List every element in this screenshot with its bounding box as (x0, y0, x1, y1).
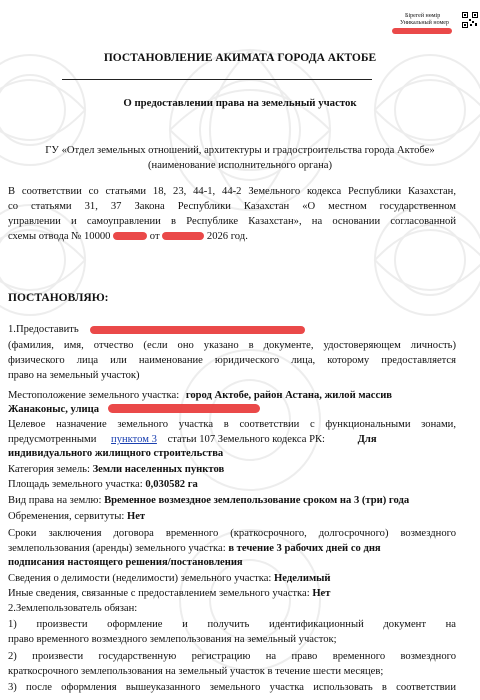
item1-provide-text: 1.Предоставить (8, 324, 79, 335)
document-title: ПОСТАНОВЛЕНИЕ АКИМАТА ГОРОДА АКТОБЕ (103, 52, 377, 64)
other-info-value: Нет (312, 588, 331, 599)
redacted-scheme-date (162, 232, 204, 240)
redacted-scheme-number (113, 232, 147, 240)
divisibility-label: Сведения о делимости (неделимости) земельного участка: (8, 573, 272, 584)
location-value: город Актобе, район Астана, жилой массив (185, 390, 393, 401)
location-street: Жанаконыс, улица (8, 404, 100, 415)
item1-note-line-1: (фамилия, имя, отчество (если оно указано в документе, удостоверяющем личность) (8, 340, 456, 351)
area-label: Площадь земельного участка: (8, 479, 143, 490)
redacted-unique-number (392, 28, 452, 34)
purpose-value-2: индивидуального жилищного строительства (8, 448, 224, 459)
scheme-number: схемы отвода № 10000 (8, 231, 111, 242)
unique-number-ru: Уникальный номер (400, 20, 449, 26)
preamble-line-3: управлении и самоуправлении в Республике Казахстан», на основании согласованной (8, 216, 456, 227)
organ-name: ГУ «Отдел земельных отношений, архитектуры и градостроительства города Актобе» (45, 145, 435, 156)
other-info-label: Иные сведения, связанные с предоставлением земельного участка: (8, 588, 310, 599)
area-value: 0,030582 га (145, 479, 198, 490)
redacted-street (108, 404, 260, 413)
preamble-line-4 (8, 230, 456, 244)
term-line-2 (8, 542, 456, 556)
area-line (8, 478, 456, 492)
item2-p2-line-2: краткосрочного землепользования на земельный участок в течение шести месяцев; (8, 666, 384, 677)
purpose-law-link[interactable]: пунктом 3 (111, 434, 157, 445)
term-line-1: Сроки заключения договора временного (краткосрочного, долгосрочного) возмездного (8, 528, 456, 539)
category-value: Земли населенных пунктов (92, 464, 225, 475)
scheme-from: от (149, 231, 160, 242)
term-line-3: подписания настоящего решения/постановления (8, 557, 243, 568)
term-value: в течение 3 рабочих дней со дня (228, 543, 381, 554)
organ-caption: (наименование исполнительного органа) (148, 160, 332, 171)
location-line-1 (8, 389, 456, 403)
unique-number-kz: Бірегей нөмір (405, 13, 441, 19)
item2-p1-line-2: право временного возмездного землепользования на земельный участок; (8, 634, 337, 645)
location-label: Местоположение земельного участка: (8, 390, 180, 401)
purpose-line-2 (8, 433, 456, 447)
other-info-line (8, 587, 456, 601)
purpose-prefix: предусмотренными (8, 434, 97, 445)
item1-note-line-2: физического лица или наименование юридического лица, которому предоставляется (8, 355, 456, 366)
qr-code-icon (462, 12, 478, 28)
divisibility-line (8, 572, 456, 586)
term-label: землепользования (аренды) земельного участка: (8, 543, 226, 554)
category-line (8, 463, 456, 477)
item2-p1-line-1: 1) произвести оформление и получить идентификационный документ на (8, 619, 456, 630)
category-label: Категория земель: (8, 464, 90, 475)
scheme-year: 2026 год. (206, 231, 248, 242)
right-line (8, 494, 456, 508)
encumbrance-line (8, 510, 456, 524)
document-subject: О предоставлении права на земельный участок (123, 97, 357, 109)
preamble-line-2: со статьями 31, 37 Закона Республики Казахстан «О местном государственном (8, 201, 456, 212)
item2-p3-line-1: 3) после оформления вышеуказанного земельного участка использовать в соответствии (8, 682, 456, 693)
encumbrance-label: Обременения, сервитуты: (8, 511, 125, 522)
purpose-line-1: Целевое назначение земельного участка в соответствии с функциональными зонами, (8, 419, 456, 430)
item2-p2-line-1: 2) произвести государственную регистрацию на право временного возмездного (8, 651, 456, 662)
right-value: Временное возмездное землепользование сроком на 3 (три) года (104, 495, 410, 506)
title-underline (62, 79, 372, 80)
resolve-heading: ПОСТАНОВЛЯЮ: (8, 292, 109, 304)
redacted-grantee-name (90, 326, 305, 334)
item1-note-line-3: право на земельный участок) (8, 370, 140, 381)
purpose-mid: статьи 107 Земельного кодекса РК: (167, 434, 325, 445)
encumbrance-value: Нет (126, 511, 146, 522)
divisibility-value: Неделимый (274, 573, 331, 584)
purpose-value-1: Для (357, 434, 377, 445)
right-label: Вид права на землю: (8, 495, 102, 506)
item2-heading: 2.Землепользователь обязан: (8, 603, 138, 614)
preamble-line-1: В соответствии со статьями 18, 23, 44-1, 44-2 Земельного кодекса Республики Казахстан, (8, 186, 456, 197)
